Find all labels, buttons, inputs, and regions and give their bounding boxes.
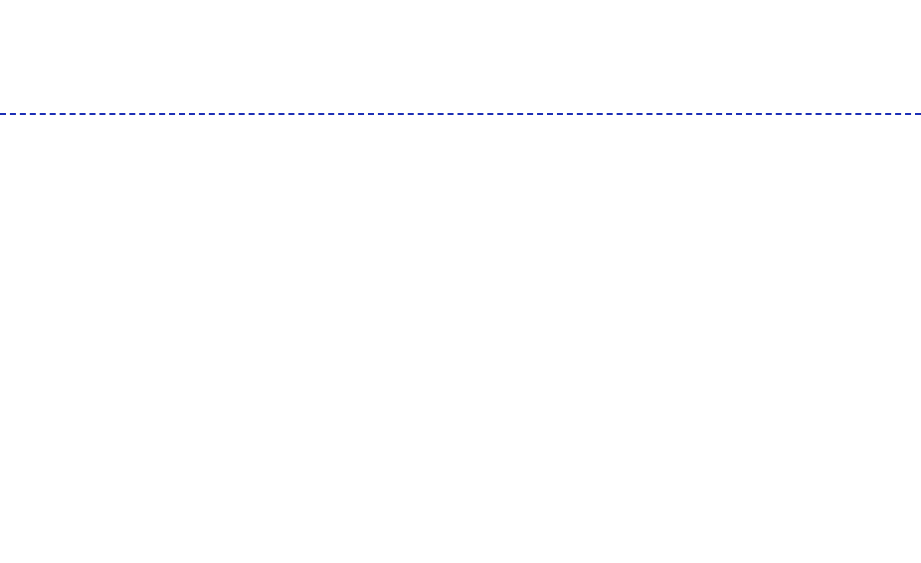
- page-break-line: [0, 113, 921, 115]
